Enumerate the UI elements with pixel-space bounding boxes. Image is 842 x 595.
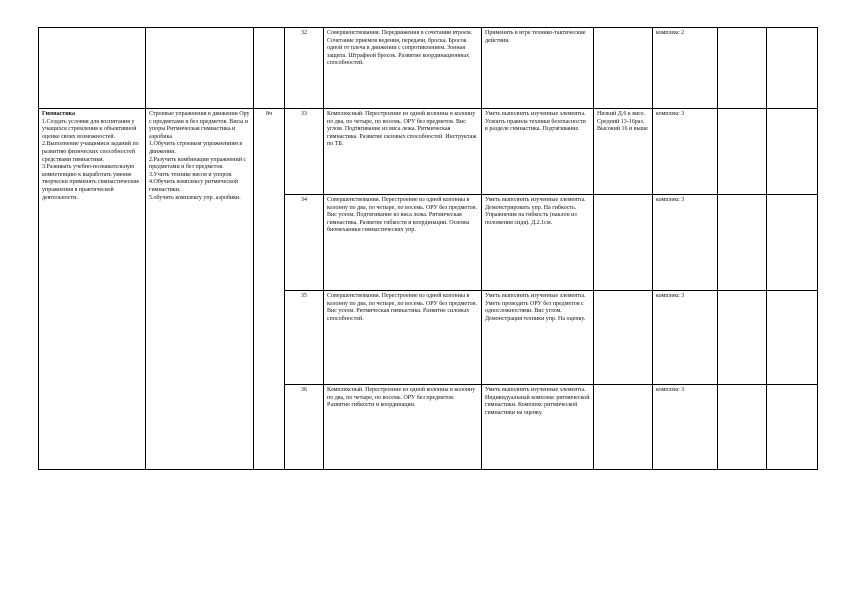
section-task: 3.Учить технике висов и упоров. bbox=[149, 171, 233, 178]
section-task: 1.Обучить строевым упражнениям в движении. bbox=[149, 141, 243, 155]
lesson-requirements: Применять в игре технико-тактические действия. bbox=[482, 28, 594, 109]
lesson-content: Комплексный. Перестроение из одной колонны в колонну по два, по четыре, по восемь. ОРУ без предметов. Развитие гибкости и координации. bbox=[324, 385, 482, 470]
lesson-plan-table bbox=[38, 27, 818, 470]
date-plan-cell bbox=[718, 28, 767, 109]
lesson-requirements: Уметь выполнять изученные элементы. Демонстрировать упр. На гибкость. Упражнения на гибкость (наклон из положения сидя). Д.2.1см. bbox=[482, 195, 594, 291]
section-task: 5.обучить комплексу упр. аэробики. bbox=[149, 194, 241, 201]
lesson-homework: комплекс 2 bbox=[653, 28, 718, 109]
lesson-content: Совершенствования. Перестроение из одной колонны в колонну по два, по четыре, по восемь. ОРУ без предметов. Вис углом. Ритмическая гимнастика. Развитие силовых способностей. bbox=[324, 291, 482, 385]
section-goal: 3.Развивать учебно-познавательную компетенцию к выработать умение творчески применять гимнастические упражнения в практической деятельности. bbox=[42, 164, 140, 201]
lesson-number: 35 bbox=[285, 291, 324, 385]
section-task: 4.Обучить комплексу ритмической гимнастики. bbox=[149, 179, 238, 193]
section-hours: 8ч bbox=[254, 109, 285, 470]
lesson-number: 33 bbox=[285, 109, 324, 195]
table-row bbox=[39, 109, 818, 195]
date-plan-cell bbox=[718, 195, 767, 291]
table-row bbox=[39, 28, 818, 109]
lesson-homework: комплекс 3 bbox=[653, 385, 718, 470]
tasks-title: Строевые упражнения в движении Ору с предметами и без предметов. Висы и упоры Ритмическая гимнастика и аэробика bbox=[149, 111, 250, 140]
section-goal: 1.Создать условия для воспитания у учащихся стремления к объективной оценке своих возможностей. bbox=[42, 118, 137, 140]
tasks-cell-empty bbox=[146, 28, 254, 109]
lesson-norms bbox=[594, 291, 653, 385]
lesson-requirements: Уметь выполнять изученные элементы. Уметь проводить ОРУ без предметов с односложностями. Вис углом. Демонстрация техники упр. На оценку. bbox=[482, 291, 594, 385]
lesson-content: Совершенствования. Перестроение из одной колонны в колонну по два, по четыре, по восемь. ОРУ без предметов. Вис углом. Подтягивание из виса лежа. Ритмическая гимнастика. Развитие гибкости и координации. Основы биомеханики гимнастических упр. bbox=[324, 195, 482, 291]
section-goal: 2.Выполнение учащимися заданий по развитию физических способностей средствами гимнастики. bbox=[42, 141, 139, 163]
lesson-number: 34 bbox=[285, 195, 324, 291]
section-task: 2.Разучить комбинации упражнений с предметами и без предметов. bbox=[149, 156, 247, 171]
lesson-requirements: Уметь выполнять изученные элементы. Индивидуальный комплекс ритмической гимнастики. Комплекс ритмической гимнастики на оценку. bbox=[482, 385, 594, 470]
date-fact-cell bbox=[767, 291, 818, 385]
date-plan-cell bbox=[718, 385, 767, 470]
date-fact-cell bbox=[767, 28, 818, 109]
date-fact-cell bbox=[767, 109, 818, 195]
lesson-norms bbox=[594, 195, 653, 291]
lesson-homework: комплекс 3 bbox=[653, 291, 718, 385]
lesson-number: 36 bbox=[285, 385, 324, 470]
lesson-norms bbox=[594, 385, 653, 470]
lesson-requirements: Уметь выполнять изученные элементы. Усвоить правила техники безопасности в разделе гимнастика. Подтягивание. bbox=[482, 109, 594, 195]
lesson-number: 32 bbox=[285, 28, 324, 109]
lesson-norms: Низкий Д.6 к висе. Средний 13-16раз. Высокий 16 и выше bbox=[594, 109, 653, 195]
section-title: Гимнастика bbox=[42, 111, 76, 117]
date-fact-cell bbox=[767, 195, 818, 291]
date-plan-cell bbox=[718, 109, 767, 195]
date-plan-cell bbox=[718, 291, 767, 385]
lesson-homework: комплекс 3 bbox=[653, 195, 718, 291]
section-cell-empty bbox=[39, 28, 146, 109]
lesson-content: Комплексный. Перестроение из одной колонны в колонну по два, по четыре, по восемь. ОРУ без предметов. Вис углом. Подтягивание из виса лежа. Ритмическая гимнастика. Развитие силовых способностей. Инструктаж по ТБ. bbox=[324, 109, 482, 195]
lesson-norms bbox=[594, 28, 653, 109]
hours-cell-empty bbox=[254, 28, 285, 109]
lesson-homework: комплекс 3 bbox=[653, 109, 718, 195]
section-tasks-cell bbox=[146, 109, 254, 470]
date-fact-cell bbox=[767, 385, 818, 470]
section-goals-cell bbox=[39, 109, 146, 470]
lesson-content: Совершенствования. Передвижения в сочетании втроем. Сочетание приемов ведения, передачи, броска. Бросок одной от плеча в движении с сопротивлением. Зонная защита. Штрафной бросок. Развитие координационных способностей. bbox=[324, 28, 482, 109]
